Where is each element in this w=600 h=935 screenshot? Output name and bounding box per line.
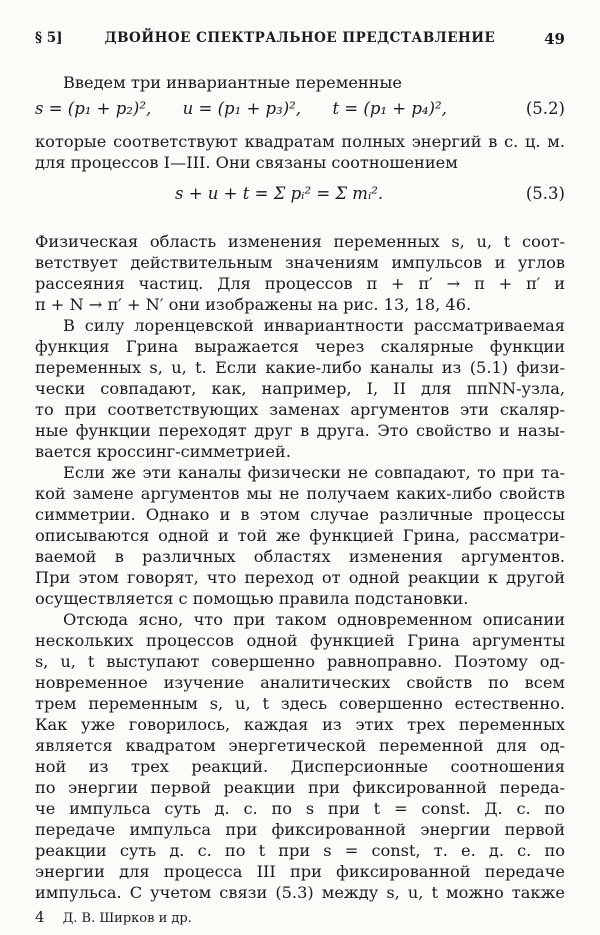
text-line: переменных s, u, t. Если какие-либо каналы из (5.1) физи-	[35, 358, 565, 377]
equation-5-2-number: (5.2)	[525, 99, 565, 118]
text-line: При этом говорят, что переход от одной реакции к другой	[35, 568, 565, 587]
page-body	[35, 72, 565, 903]
text-line: че импульса суть д. с. по s при t = const. Д. с. по	[35, 799, 565, 818]
running-header	[35, 30, 565, 50]
page-footer	[35, 908, 192, 926]
text-line: осуществляется с помощью правила подстановки.	[35, 589, 469, 608]
text-line: ной из трех реакций. Дисперсионные соотношения	[35, 757, 565, 776]
text-line: функция Грина выражается через скалярные функции	[35, 337, 565, 356]
equation-5-2-expression: s = (p₁ + p₂)², u = (p₁ + p₃)², t = (p₁ + p₄)²,	[35, 99, 447, 118]
footer-author: Д. В. Ширков и др.	[62, 911, 192, 926]
paragraph-2	[35, 131, 565, 173]
page-number: 49	[544, 30, 565, 48]
section-ref: § 5]	[35, 30, 63, 46]
text-line: Отсюда ясно, что при таком одновременном описании	[63, 610, 565, 629]
text-line: передаче импульса при фиксированной энергии первой	[35, 820, 565, 839]
text-line: новременное изучение аналитических свойств по всем	[35, 673, 565, 692]
chapter-title: ДВОЙНОЕ СПЕКТРАЛЬНОЕ ПРЕДСТАВЛЕНИЕ	[104, 30, 496, 46]
text-line: описываются одной и той же функцией Грина, рассматри-	[35, 526, 565, 545]
text-line: s, u, t выступают совершенно равноправно. Поэтому од-	[35, 652, 565, 671]
text-line: является квадратом энергетической переменной для од-	[35, 736, 565, 755]
text-line: ветствует действительным значениям импульсов и углов	[35, 253, 565, 272]
text-line: нескольких процессов одной функцией Грина аргументы	[35, 631, 565, 650]
equation-5-3-number: (5.3)	[525, 184, 565, 203]
paragraph-intro: Введем три инвариантные переменные	[63, 73, 402, 92]
paragraph-3	[35, 231, 565, 315]
equation-5-2	[35, 98, 565, 125]
equation-5-3	[35, 177, 565, 227]
equation-5-3-expression: s + u + t = Σ pᵢ² = Σ mᵢ².	[175, 184, 384, 203]
text-line: которые соответствуют квадратам полных энергий в с. ц. м.	[35, 132, 565, 151]
text-line: энергии для процесса III при фиксированной передаче	[35, 862, 565, 881]
text-line: реакции суть д. с. по t при s = const, т. е. д. с. по	[35, 841, 565, 860]
text-line: ваемой в различных областях изменения аргументов.	[35, 547, 565, 566]
text-line: рассеяния частиц. Для процессов π + π′ → π + π′ и	[35, 274, 565, 293]
text-line: Если же эти каналы физически не совпадают, то при та-	[63, 463, 565, 482]
signature-mark: 4	[35, 908, 45, 926]
text-line: π + N → π′ + N′ они изображены на рис. 13, 18, 46.	[35, 295, 472, 314]
paragraph-6	[35, 609, 565, 903]
text-line: кой замене аргументов мы не получаем каких-либо свойств	[35, 484, 565, 503]
text-line: ные функции переходят друг в друга. Это свойство и назы-	[35, 421, 565, 440]
text-line: симметрии. Однако и в этом случае различные процессы	[35, 505, 565, 524]
text-line: трем переменным s, u, t здесь совершенно естественно.	[35, 694, 565, 713]
text-line: то при соответствующих заменах аргументов эти скаляр-	[35, 400, 565, 419]
text-line: Физическая область изменения переменных s, u, t соот-	[35, 232, 565, 251]
text-line: чески совпадают, как, например, I, II для ππNN-узла,	[35, 379, 565, 398]
text-line: вается кроссинг-симметрией.	[35, 442, 291, 461]
text-line: Как уже говорилось, каждая из этих трех переменных	[35, 715, 565, 734]
paragraph-4	[35, 315, 565, 462]
text-line: импульса. С учетом связи (5.3) между s, u, t можно также	[35, 883, 565, 902]
text-line: для процессов I—III. Они связаны соотношением	[35, 153, 458, 172]
text-line: В силу лоренцевской инвариантности рассматриваемая	[63, 316, 565, 335]
text-line: по энергии первой реакции при фиксированной переда-	[35, 778, 565, 797]
paragraph-5	[35, 462, 565, 609]
